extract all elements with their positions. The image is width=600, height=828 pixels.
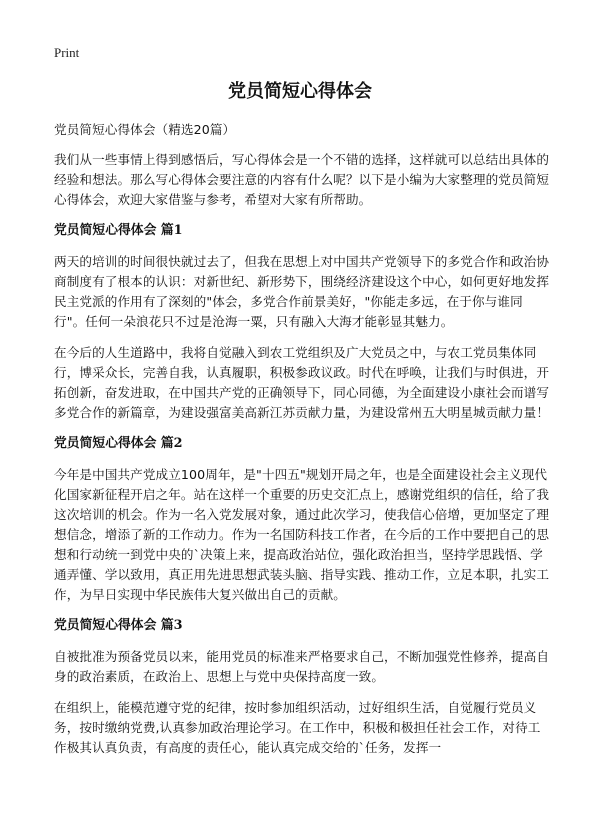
section-heading-2: 党员简短心得体会 篇2	[54, 436, 183, 451]
section-3-paragraph-1: 自被批准为预备党员以来，能用党员的标准来严格要求自己，不断加强党性修养，提高自身的政治素质，在政治上、思想上与党中央保持高度一致。	[54, 649, 550, 684]
section-heading-1: 党员简短心得体会 篇1	[54, 223, 183, 238]
article-subtitle: 党员简短心得体会（精选20篇）	[54, 122, 236, 137]
section-1-paragraph-1: 两天的培训的时间很快就过去了，但我在思想上对中国共产党领导下的多党合作和政治协商制度有了根本的认识：对新世纪、新形势下，围绕经济建设这个中心，如何更好地发挥民主党派的作用有了深刻的"体会，多党合作前景美好，"你能走多远，在于你与谁同行"。任何一朵浪花只不过是沧海一粟，只有融入大海才能彰显其魅力。	[54, 254, 550, 329]
section-3-paragraph-2: 在组织上，能模范遵守党的纪律，按时参加组织活动，过好组织生活，自觉履行党员义务，按时缴纳党费,认真参加政治理论学习。在工作中，积极和极担任社会工作，对待工作极其认真负责，有高度的责任心，能认真完成交给的`任务，发挥一	[54, 700, 541, 755]
print-link[interactable]: Print	[54, 45, 80, 60]
page-title: 党员简短心得体会	[228, 81, 372, 102]
intro-paragraph: 我们从一些事情上得到感悟后，写心得体会是一个不错的选择，这样就可以总结出具体的经验和想法。那么写心得体会要注意的内容有什么呢？以下是小编为大家整理的党员简短心得体会，欢迎大家借鉴与参考，希望对大家有所帮助。	[54, 152, 550, 207]
section-heading-3: 党员简短心得体会 篇3	[54, 618, 183, 633]
article-content	[54, 120, 550, 769]
section-2-paragraph-1: 今年是中国共产党成立100周年，是"十四五"规划开局之年，也是全面建设社会主义现代化国家新征程开启之年。站在这样一个重要的历史交汇点上，感谢党组织的信任，给了我这次培训的机会。作为一名入党发展对象，通过此次学习，使我信心倍增，更加坚定了理想信念，增添了新的工作动力。作为一名国防科技工作者，在今后的工作中要把自己的思想和行动统一到党中央的`决策上来，提高政治站位，强化政治担当，坚持学思践悟、学通弄懂、学以致用，真正用先进思想武装头脑、指导实践、推动工作，立足本职，扎实工作，为早日实现中华民族伟大复兴做出自己的贡献。	[54, 467, 550, 602]
section-1-paragraph-2: 在今后的人生道路中，我将自觉融入到农工党组织及广大党员之中，与农工党员集体同行，博采众长，完善自我，认真履职，积极参政议政。时代在呼唤，让我们与时俱进，开拓创新，奋发进取，在中国共产党的正确领导下，同心同德，为全面建设小康社会而谱写多党合作的新篇章，为建设强富美高新江苏贡献力量，为建设常州五大明星城贡献力量！	[54, 345, 550, 420]
